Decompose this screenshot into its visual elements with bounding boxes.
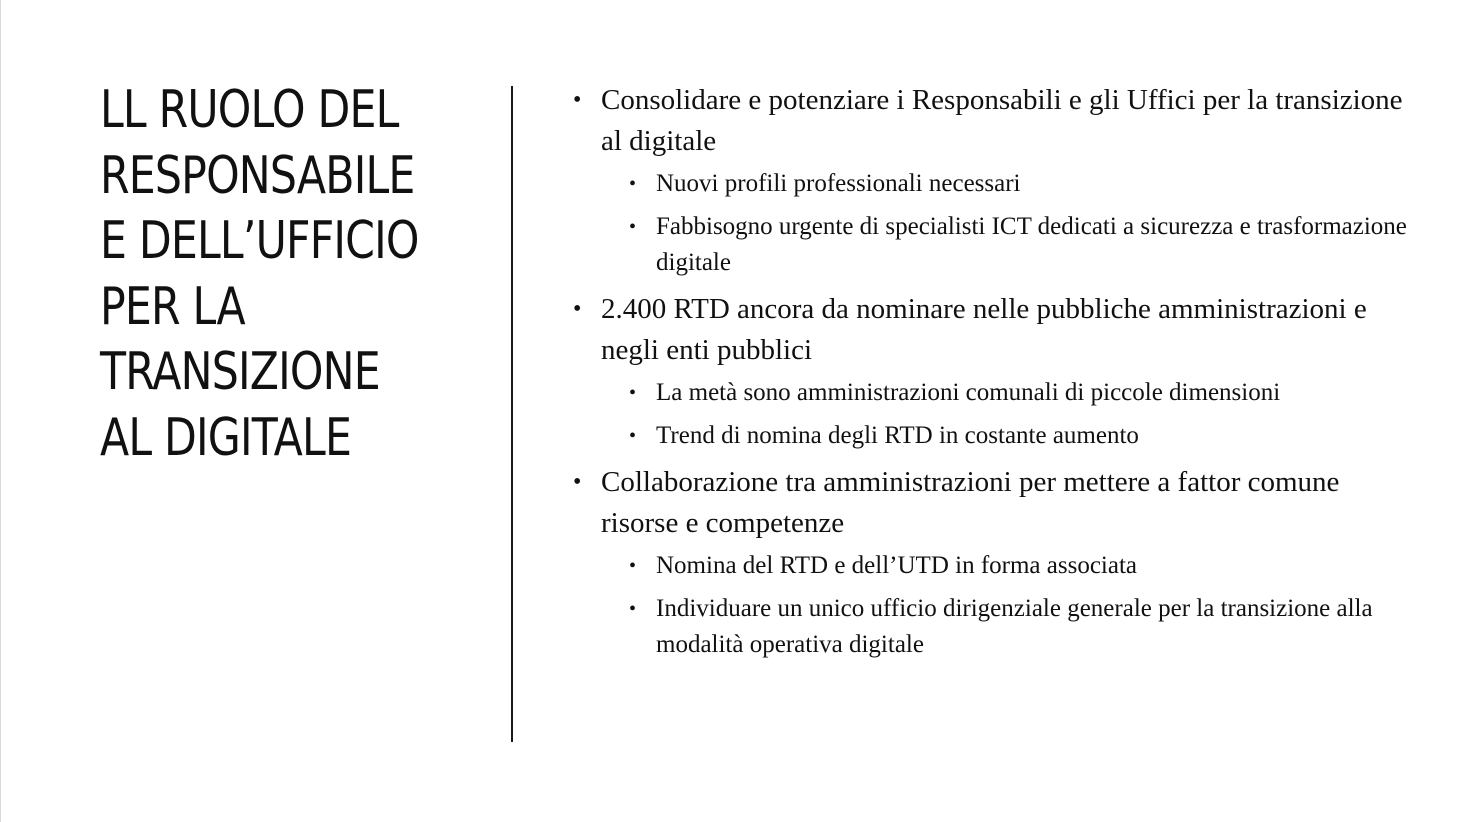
- sub-bullet-list: [601, 548, 1421, 663]
- title-line: E DELL’UFFICIO: [100, 211, 419, 271]
- sub-bullet-item: • Nomina del RTD e dell’UTD in forma associata: [601, 548, 1421, 584]
- bullet-text: Collaborazione tra amministrazioni per mettere a fattor comune risorse e competenze: [601, 466, 1340, 539]
- vertical-divider: [511, 86, 513, 742]
- bullet-item: [561, 80, 1421, 281]
- bullet-item: [561, 289, 1421, 454]
- sub-bullet-list: [601, 375, 1421, 454]
- title-line: PER LA: [100, 276, 245, 337]
- sub-bullet-item: • Fabbisogno urgente di specialisti ICT dedicati a sicurezza e trasformazione digitale: [601, 209, 1421, 281]
- title-line: AL DIGITALE: [100, 407, 352, 468]
- bullet-item: [561, 462, 1421, 663]
- title-line: RESPONSABILE: [100, 145, 415, 206]
- sub-bullet-item: • Trend di nomina degli RTD in costante aumento: [601, 418, 1421, 454]
- sub-bullet-item: • Nuovi profili professionali necessari: [601, 166, 1421, 202]
- slide-title: [100, 78, 420, 471]
- sub-bullet-item: • La metà sono amministrazioni comunali di piccole dimensioni: [601, 375, 1421, 411]
- bullet-text: Consolidare e potenziare i Responsabili e gli Uffici per la transizione al digitale: [601, 84, 1403, 157]
- sub-bullet-list: [601, 166, 1421, 281]
- bullet-content: [561, 80, 1421, 671]
- title-line: LL RUOLO DEL: [100, 80, 399, 140]
- title-line: TRANSIZIONE: [100, 342, 380, 402]
- bullet-text: 2.400 RTD ancora da nominare nelle pubbliche amministrazioni e negli enti pubblici: [601, 293, 1367, 366]
- sub-bullet-item: • Individuare un unico ufficio dirigenziale generale per la transizione alla modalità operativa digitale: [601, 591, 1421, 663]
- bullet-list: [561, 80, 1421, 663]
